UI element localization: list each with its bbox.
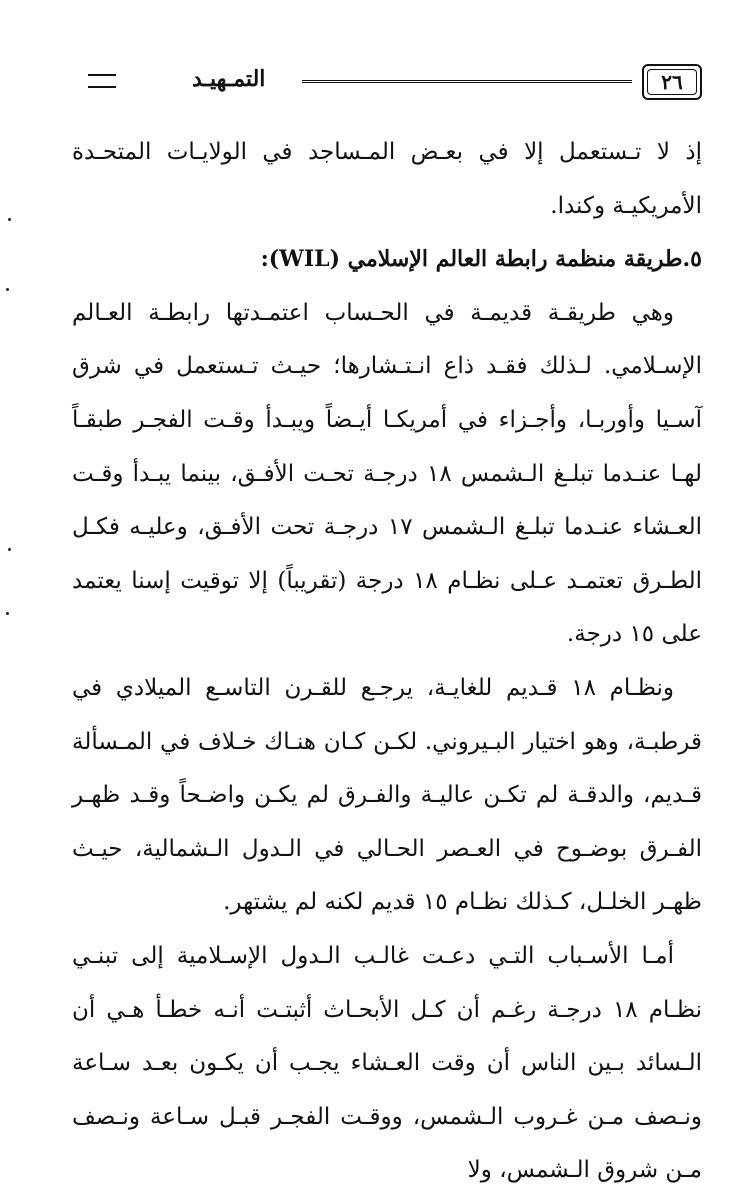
paragraph: أمـا الأسـباب التـي دعـت غالـب الـدول الإسـلامية إلى تبنـي نظـام ١٨ درجـة رغـم أن كـل الأبحـاث أثبتـت أنـه خطـأ هـي أن الـسائد بـين الناس أن وقت العـشاء يجـب أن يكـون بعـد سـاعة ونـصف مـن غـروب الـشمس، ووقـت الفجـر قبـل سـاعة ونـصف مـن شروق الـشمس، ولا bbox=[72, 942, 702, 1184]
running-header bbox=[72, 64, 702, 104]
header-ornament bbox=[88, 74, 116, 88]
margin-speck bbox=[6, 612, 9, 615]
chapter-title: التمـهيـد bbox=[192, 66, 266, 92]
section-heading: ٥.طريقة منظمة رابطة العالم الإسلامي (WIL): bbox=[260, 246, 702, 273]
page-number: ٢٦ bbox=[661, 70, 683, 94]
paragraph: ونظـام ١٨ قـديم للغايـة، يرجـع للقـرن التاسـع الميلادي في قرطبـة، وهو اختيار البـيروني. لكـن كـان هنـاك خـلاف في المـسألة قـديم، والدقـة لم تكـن عاليـة والفـرق لم يكـن واضـحاً وقـد ظهـر الفـرق بوضـوح في العـصر الحـالي في الـدول الـشمالية، حيـث ظهـر الخلـل، كـذلك نظـام ١٥ قديم لكنه لم يشتهر. bbox=[72, 674, 702, 916]
margin-speck bbox=[8, 548, 11, 551]
margin-speck bbox=[6, 288, 9, 291]
margin-speck bbox=[8, 218, 11, 221]
paragraph: وهي طريقـة قديمـة في الحـساب اعتمـدتها رابطـة العـالم الإسـلامي. لـذلك فقـد ذاع انـتـشارها؛ حيـث تـستعمل في شرق آسـيا وأوربـا، وأجـزاء في أمريكـا أيـضاً ويبـدأ وقـت الفجـر طبقـاً لهـا عنـدما تبلـغ الـشمس ١٨ درجـة تحـت الأفـق، بينما يبـدأ وقـت العـشاء عنـدما تبلـغ الـشمس ١٧ درجـة تحت الأفـق، وعليـه فكـل الطـرق تعتمـد عـلى نظـام ١٨ درجة (تقريباً) إلا توقيت إسنا يعتمد على ١٥ درجة. bbox=[72, 299, 702, 648]
body-text bbox=[72, 126, 702, 1198]
header-rule bbox=[302, 80, 632, 83]
paragraph: إذ لا تـستعمل إلا في بعـض المـساجد في الولايـات المتحـدة الأمريكيـة وكندا. bbox=[72, 139, 702, 219]
page-number-box bbox=[642, 64, 702, 100]
